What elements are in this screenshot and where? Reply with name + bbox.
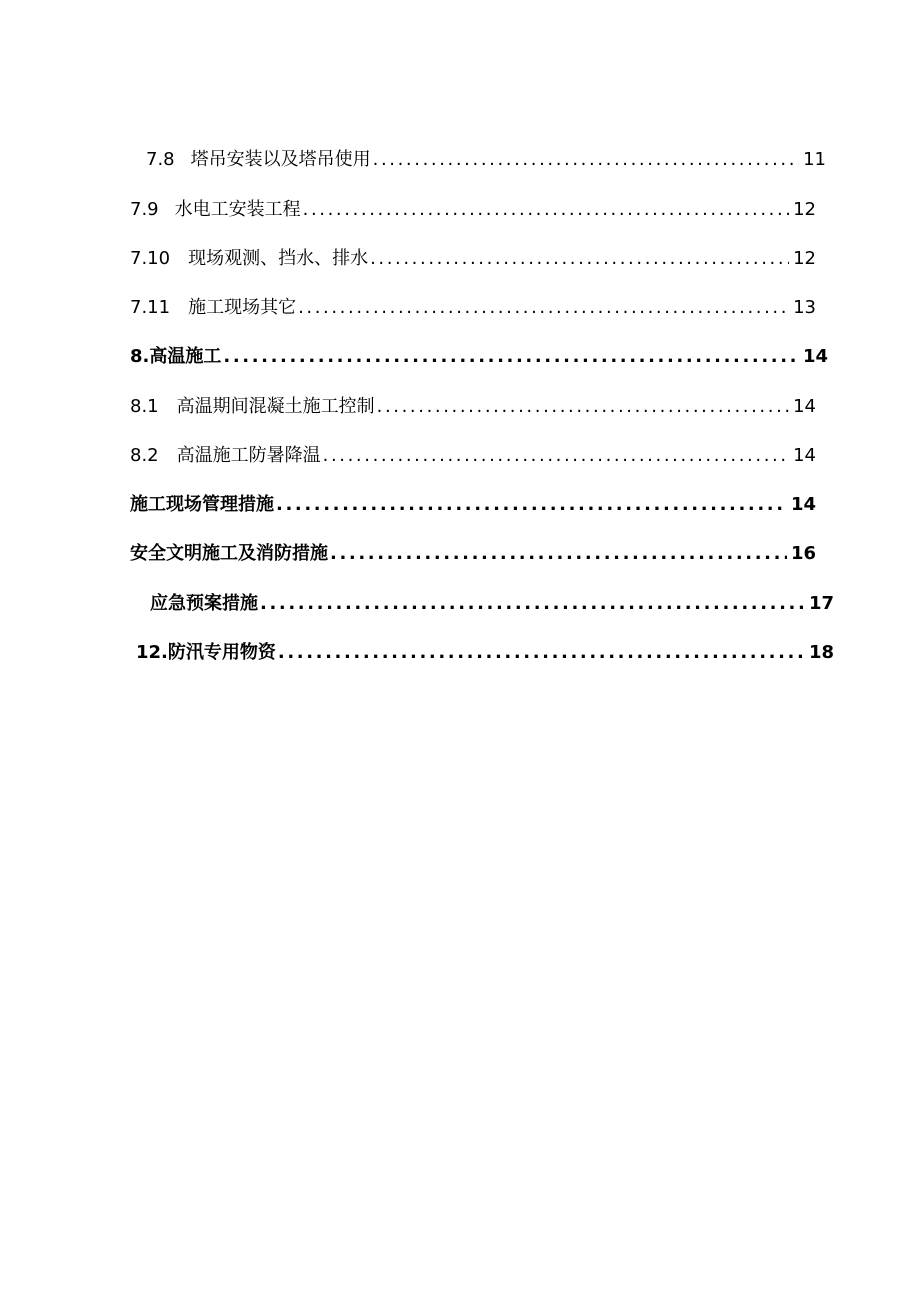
- toc-page-number: 12: [793, 199, 816, 220]
- toc-dot-leader: [373, 148, 799, 172]
- toc-page-number: 14: [793, 445, 816, 466]
- toc-page-number: 11: [803, 149, 826, 170]
- toc-entry-number: 8.2: [130, 445, 159, 466]
- toc-entry-site-management[interactable]: [130, 493, 816, 517]
- toc-page-number: 18: [808, 642, 834, 663]
- toc-entry-7-10[interactable]: [130, 247, 816, 271]
- toc-entry-7-11[interactable]: [130, 296, 816, 320]
- toc-entry-title: 施工现场管理措施: [130, 494, 274, 515]
- toc-dot-leader: [223, 345, 799, 369]
- toc-page-number: 16: [790, 543, 816, 564]
- toc-dot-leader: [377, 395, 789, 419]
- toc-entry-title: 塔吊安装以及塔吊使用: [190, 149, 371, 170]
- toc-entry-emergency-plan[interactable]: [150, 592, 834, 616]
- toc-entry-title: 施工现场其它: [188, 297, 297, 318]
- toc-entry-number: 12.: [136, 642, 168, 663]
- toc-entry-title: 安全文明施工及消防措施: [130, 543, 328, 564]
- toc-entry-number: 8.: [130, 346, 150, 367]
- toc-dot-leader: [370, 247, 789, 271]
- toc-entry-8[interactable]: [130, 345, 828, 369]
- toc-entry-title: 水电工安装工程: [174, 199, 301, 220]
- toc-entry-title: 防汛专用物资: [167, 642, 276, 663]
- toc-entry-7-9[interactable]: [130, 198, 816, 222]
- toc-entry-number: 8.1: [130, 396, 159, 417]
- toc-entry-title: 高温施工: [149, 346, 222, 367]
- toc-page-number: 14: [790, 494, 816, 515]
- toc-entry-safety-fire[interactable]: [130, 542, 816, 566]
- toc-dot-leader: [298, 296, 789, 320]
- toc-entry-number: 7.8: [146, 149, 175, 170]
- toc-entry-number: 7.11: [130, 297, 171, 318]
- toc-dot-leader: [276, 493, 787, 517]
- toc-entry-number: 7.9: [130, 199, 159, 220]
- toc-dot-leader: [323, 444, 789, 468]
- toc-entry-8-2[interactable]: [130, 444, 816, 468]
- toc-page-number: 12: [793, 248, 816, 269]
- toc-entry-number: 7.10: [130, 248, 171, 269]
- toc-entry-7-8[interactable]: [146, 148, 826, 172]
- toc-entry-title: 高温期间混凝土施工控制: [176, 396, 375, 417]
- toc-entry-title: 应急预案措施: [150, 593, 258, 614]
- toc-entry-12[interactable]: [136, 641, 834, 665]
- toc-page-number: 14: [802, 346, 828, 367]
- toc-dot-leader: [330, 542, 787, 566]
- toc-page-number: 17: [808, 593, 834, 614]
- toc-page-number: 14: [793, 396, 816, 417]
- toc-page-number: 13: [793, 297, 816, 318]
- toc-entry-8-1[interactable]: [130, 395, 816, 419]
- toc-dot-leader: [278, 641, 805, 665]
- toc-dot-leader: [303, 198, 789, 222]
- toc-dot-leader: [260, 592, 805, 616]
- toc-entry-title: 高温施工防暑降温: [176, 445, 321, 466]
- toc-entry-title: 现场观测、挡水、排水: [188, 248, 369, 269]
